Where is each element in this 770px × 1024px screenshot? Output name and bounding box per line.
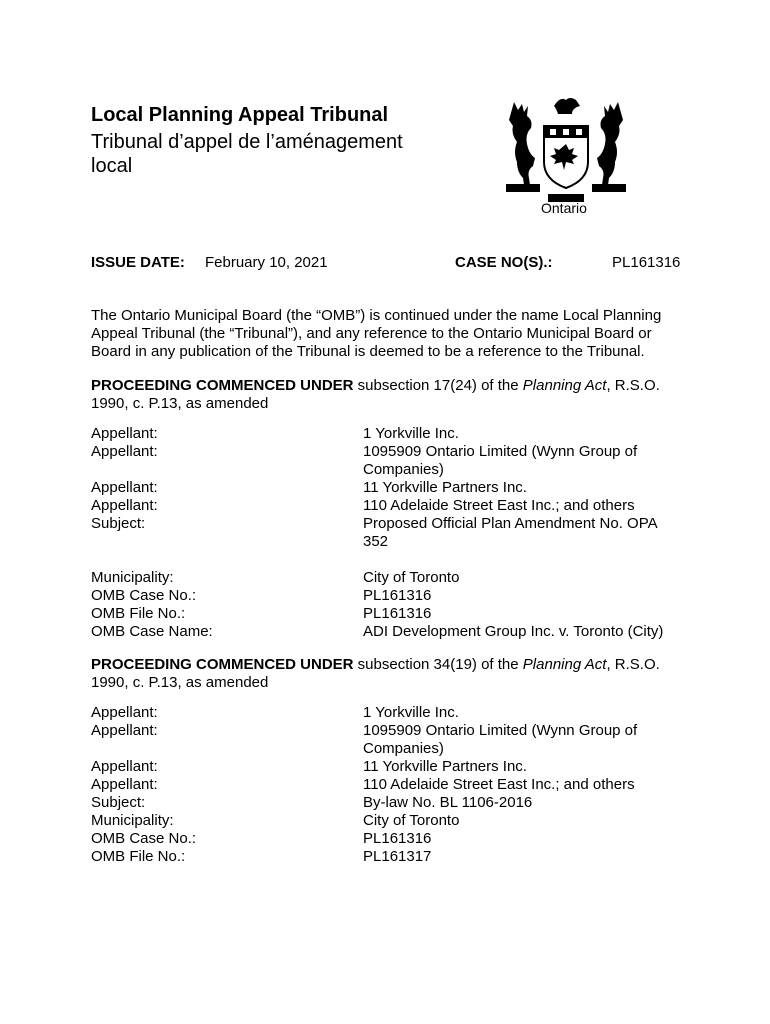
detail-value: By-law No. BL 1106-2016 bbox=[363, 794, 533, 811]
detail-value: 110 Adelaide Street East Inc.; and others bbox=[363, 776, 635, 793]
detail-row bbox=[91, 758, 691, 776]
detail-value: PL161317 bbox=[363, 848, 432, 865]
ontario-logo-label: Ontario bbox=[541, 200, 587, 216]
detail-row bbox=[91, 848, 691, 866]
detail-key: Appellant: bbox=[91, 479, 158, 496]
detail-row bbox=[91, 722, 691, 758]
detail-key: OMB File No.: bbox=[91, 848, 186, 865]
title-english: Local Planning Appeal Tribunal bbox=[91, 104, 389, 126]
detail-value: PL161316 bbox=[363, 587, 432, 604]
detail-value: ADI Development Group Inc. v. Toronto (City) bbox=[363, 623, 664, 640]
detail-row bbox=[91, 605, 691, 623]
detail-value: PL161316 bbox=[363, 830, 432, 847]
proceeding-heading-act: Planning Act bbox=[522, 656, 607, 673]
detail-key: Appellant: bbox=[91, 776, 158, 793]
detail-key: OMB Case No.: bbox=[91, 587, 197, 604]
detail-row bbox=[91, 497, 691, 515]
detail-value: 11 Yorkville Partners Inc. bbox=[363, 479, 527, 496]
detail-row bbox=[91, 776, 691, 794]
detail-value: 1 Yorkville Inc. bbox=[363, 425, 459, 442]
detail-row bbox=[91, 443, 691, 479]
detail-row bbox=[91, 812, 691, 830]
proceeding-heading bbox=[91, 377, 681, 413]
proceeding-heading-pre: subsection 17(24) of the bbox=[353, 377, 523, 394]
proceeding-heading-post: , R.S.O. 1990, c. P.13, as amended bbox=[91, 377, 660, 412]
detail-key: Municipality: bbox=[91, 812, 174, 829]
detail-key: OMB Case No.: bbox=[91, 830, 197, 847]
detail-key: OMB File No.: bbox=[91, 605, 186, 622]
case-number-label: CASE NO(S).: bbox=[455, 254, 553, 271]
proceeding-section-2 bbox=[91, 656, 691, 866]
proceeding-section-1 bbox=[91, 377, 691, 641]
detail-value: 110 Adelaide Street East Inc.; and others bbox=[363, 497, 635, 514]
detail-row bbox=[91, 569, 691, 587]
title-french: Tribunal d’appel de l’aménagement local bbox=[91, 131, 403, 177]
detail-key: Subject: bbox=[91, 515, 146, 532]
detail-value: 1 Yorkville Inc. bbox=[363, 704, 459, 721]
detail-value: Proposed Official Plan Amendment No. OPA 352 bbox=[363, 515, 657, 550]
detail-value: PL161316 bbox=[363, 605, 432, 622]
detail-key: OMB Case Name: bbox=[91, 623, 213, 640]
detail-value: City of Toronto bbox=[363, 569, 460, 586]
proceeding-heading bbox=[91, 656, 681, 692]
detail-row bbox=[91, 623, 691, 641]
proceeding-heading-bold: PROCEEDING COMMENCED UNDER bbox=[91, 377, 354, 394]
detail-key: Appellant: bbox=[91, 758, 158, 775]
detail-key: Appellant: bbox=[91, 722, 158, 739]
intro-paragraph: The Ontario Municipal Board (the “OMB”) is continued under the name Local Planning Appeal Tribunal (the “Tribunal”), and any reference to the Ontario Municipal Board or Board in any publication of the Tribunal is deemed to be a reference to the Tribunal. bbox=[91, 307, 662, 360]
proceeding-heading-post: , R.S.O. 1990, c. P.13, as amended bbox=[91, 656, 660, 691]
proceeding-heading-pre: subsection 34(19) of the bbox=[353, 656, 523, 673]
detail-row bbox=[91, 515, 691, 551]
detail-row bbox=[91, 587, 691, 605]
detail-row bbox=[91, 830, 691, 848]
detail-key: Municipality: bbox=[91, 569, 174, 586]
detail-row bbox=[91, 425, 691, 443]
detail-key: Appellant: bbox=[91, 425, 158, 442]
detail-row bbox=[91, 704, 691, 722]
detail-value: 1095909 Ontario Limited (Wynn Group of Companies) bbox=[363, 722, 638, 757]
detail-value: City of Toronto bbox=[363, 812, 460, 829]
detail-value: 1095909 Ontario Limited (Wynn Group of Companies) bbox=[363, 443, 638, 478]
detail-key: Appellant: bbox=[91, 704, 158, 721]
issue-date-label: ISSUE DATE: bbox=[91, 254, 185, 271]
case-number-value: PL161316 bbox=[612, 254, 681, 271]
issue-date-value: February 10, 2021 bbox=[205, 254, 328, 271]
detail-row bbox=[91, 479, 691, 497]
detail-value: 11 Yorkville Partners Inc. bbox=[363, 758, 527, 775]
detail-key: Subject: bbox=[91, 794, 146, 811]
proceeding-heading-bold: PROCEEDING COMMENCED UNDER bbox=[91, 656, 354, 673]
detail-key: Appellant: bbox=[91, 497, 158, 514]
detail-key: Appellant: bbox=[91, 443, 158, 460]
detail-row bbox=[91, 794, 691, 812]
proceeding-heading-act: Planning Act bbox=[522, 377, 607, 394]
